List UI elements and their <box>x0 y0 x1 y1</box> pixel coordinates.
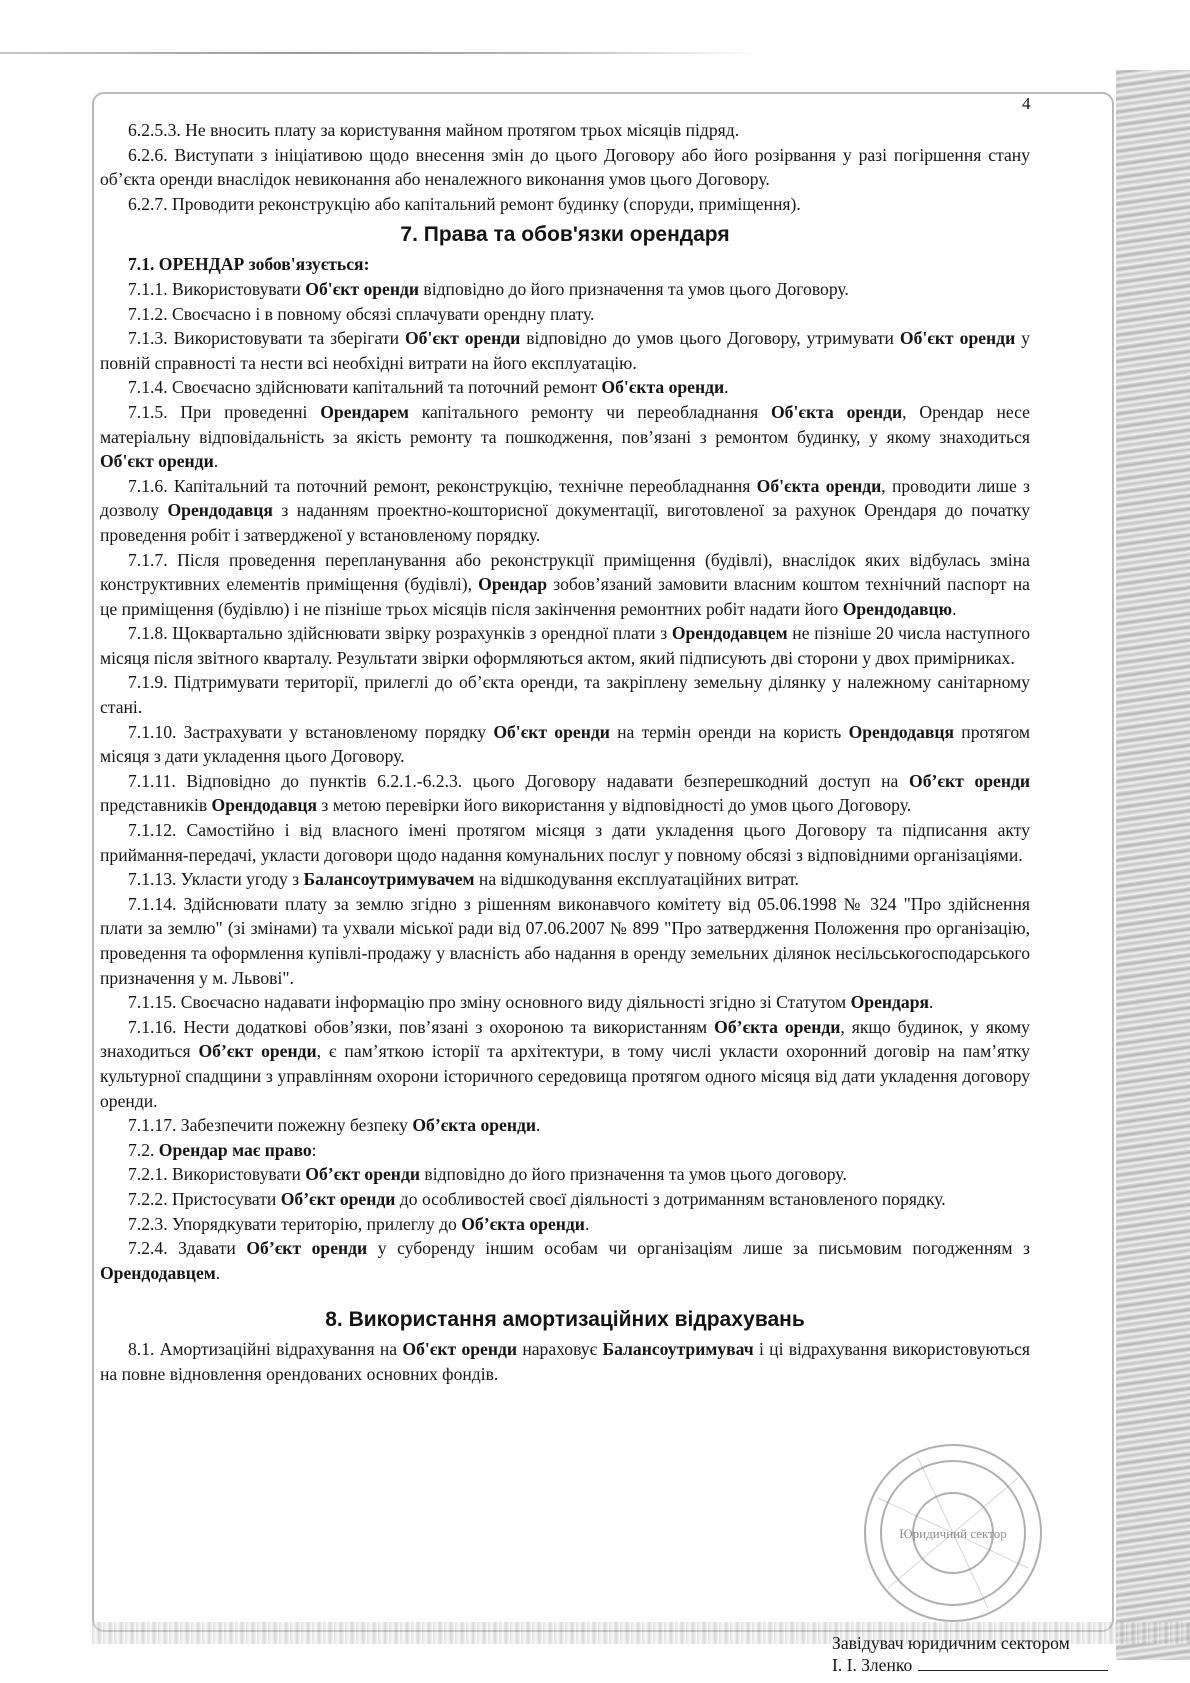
paragraph <box>100 769 1030 818</box>
bold-term: Об'єкта оренди <box>601 377 725 398</box>
paragraph <box>100 375 1030 400</box>
paragraph <box>100 867 1030 892</box>
paragraph <box>100 1236 1030 1285</box>
paragraph <box>100 621 1030 670</box>
text-run: . <box>929 992 934 1013</box>
text-run: у суборенду іншим особам чи організаціям лише за письмовим погодженням з <box>367 1238 1031 1259</box>
text-run: . <box>536 1115 541 1136</box>
bold-term: Балансоутримувачем <box>303 869 475 890</box>
text-run: 7.1.5. При проведенні <box>128 401 321 422</box>
page-number: 4 <box>1022 94 1031 113</box>
bold-term: Орендар має право <box>158 1139 312 1160</box>
text-run: 6.2.7. Проводити реконструкцію або капітальний ремонт будинку (споруди, приміщення). <box>128 193 801 214</box>
text-run: не пізніше 20 числа наступного місяця після звітного кварталу. Результати звірки оформляються актом, який підписують дві сторони у двох примірниках. <box>100 623 1031 668</box>
paragraph <box>100 548 1030 622</box>
text-run: 7.1.12. Самостійно і від власного імені протягом місяця з дати укладення цього Договору та підписання акту приймання-передачі, укласти договори щодо надання комунальних послуг у повному обсязі з відповідними організаціями. <box>100 820 1030 865</box>
paragraph <box>100 670 1030 719</box>
text-run: 7.1.10. Застрахувати у встановленому порядку <box>128 721 494 742</box>
text-run: 7.1.7. Після проведення перепланування або реконструкції приміщення (будівлі), внаслідок яких відбулась зміна конструктивних елементів приміщення (будівлі), <box>100 549 1030 595</box>
text-run: 7.1.17. Забезпечити пожежну безпеку <box>128 1115 413 1136</box>
bold-term: Об'єкта оренди <box>771 401 903 422</box>
paragraph <box>100 1138 1030 1163</box>
text-run: протягом місяця з дати укладення цього Договору. <box>100 721 1030 767</box>
text-run: капітального ремонту чи переобладнання <box>408 401 771 422</box>
text-run: . <box>213 451 219 472</box>
bold-term: Об'єкт оренди <box>493 721 610 742</box>
text-run: 7.1.16. Нести додаткові обов’язки, пов’язані з охороною та використанням <box>128 1016 715 1037</box>
bold-term: Орендодавцю <box>842 598 953 619</box>
paragraph <box>100 143 1030 192</box>
text-run: і ці відрахування використовуються на повне відновлення орендованих основних фондів. <box>100 1339 1031 1384</box>
bold-term: Об'єкт оренди <box>899 328 1016 349</box>
bold-term: Орендар <box>478 574 548 595</box>
bold-term: Орендарем <box>320 401 409 422</box>
paragraph <box>100 990 1030 1015</box>
paragraph <box>100 1212 1030 1237</box>
paragraph <box>100 400 1030 474</box>
bold-term: Орендодавця <box>848 721 955 742</box>
text-run: 7.2.2. Пристосувати <box>128 1188 281 1209</box>
paragraph <box>100 818 1030 867</box>
bold-term: Об’єкта оренди <box>412 1115 537 1136</box>
text-run: з наданням проектно-кошторисної документації, виготовленої за рахунок Орендаря до початку проведення робіт і затвердженої у встановленому порядку. <box>100 500 1030 545</box>
seal-text: Юридичний сектор <box>899 1526 1007 1541</box>
text-run: 7.1.6. Капітальний та поточний ремонт, реконструкцію, технічне переобладнання <box>128 475 757 496</box>
text-run: відповідно до його призначення та умов цього Договору. <box>419 278 849 299</box>
paragraph <box>100 1187 1030 1212</box>
text-run: 7.2.3. Упорядкувати територію, прилеглу до <box>128 1213 462 1234</box>
paragraph <box>100 474 1030 548</box>
signatory-name-line <box>832 1654 1108 1676</box>
text-run: , проводити лише з дозволу <box>100 475 1030 521</box>
text-run: представників <box>100 795 212 816</box>
paragraph <box>100 302 1030 327</box>
text-run: відповідно до його призначення та умов цього договору. <box>419 1164 847 1185</box>
paragraph <box>100 326 1030 375</box>
text-run: , Орендар несе матеріальну відповідальність за якість ремонту та пошкодження, пов’язані з ремонтом будинку, у якому знаходиться <box>100 401 1030 447</box>
bold-term: Об’єкт оренди <box>280 1188 396 1209</box>
text-run: 7.2.1. Використовувати <box>128 1164 306 1185</box>
text-run: на відшкодування експлуатаційних витрат. <box>474 869 799 890</box>
bold-term: Об'єкт оренди <box>100 451 214 472</box>
bold-term: Орендодавця <box>167 500 273 521</box>
text-run: у повній справності та нести всі необхідні витрати на його експлуатацію. <box>100 328 1030 373</box>
bold-term: Об’єкт оренди <box>909 770 1031 791</box>
paragraph <box>100 192 1030 217</box>
text-run: . <box>215 1262 221 1283</box>
text-run: . <box>724 377 729 398</box>
paragraph <box>100 720 1030 769</box>
text-run: 7.2. <box>128 1139 159 1160</box>
text-run: 7.1.9. Підтримувати території, прилеглі до об’єкта оренди, та закріплену земельну ділянку у належному санітарному стані. <box>100 672 1030 718</box>
text-run: з метою перевірки його використання у відповідності до умов цього Договору. <box>317 795 912 816</box>
text-run: 7.1.11. Відповідно до пунктів 6.2.1.-6.2.3. цього Договору надавати безперешкодний доступ на <box>128 770 910 791</box>
bold-term: Об’єкт оренди <box>305 1164 420 1185</box>
text-run: . <box>952 598 957 619</box>
bold-term: Об’єкта оренди <box>714 1016 841 1037</box>
section-heading: 7. Права та обов'язки орендаря <box>400 223 730 247</box>
bold-term: Об'єкта оренди <box>756 475 882 496</box>
bold-term: Об’єкт оренди <box>198 1041 317 1062</box>
document-body <box>100 118 1030 1387</box>
text-run: 8.1. Амортизаційні відрахування на <box>128 1339 403 1360</box>
signature-block <box>832 1632 1108 1676</box>
bold-term: 7.1. ОРЕНДАР зобов'язується: <box>128 254 370 275</box>
paragraph <box>100 1337 1030 1386</box>
bold-term: Орендодавцем <box>671 623 788 644</box>
signatory-name: І. І. Зленко <box>832 1655 913 1675</box>
text-run: нараховує <box>517 1339 603 1360</box>
text-run: 7.1.14. Здійснювати плату за землю згідно з рішенням виконавчого комітету від 05.06.1998 № 324 "Про здійснення плати за землю" (зі змінами) та ухвали міської ради від 07.06.2007 № 899 "Про затвердження Положення про організацію, проведення та оформлення купівлі-продажу у власність або надання в оренду земельних ділянок несільськогосподарського призначення у м. Львові". <box>100 893 1030 988</box>
text-run: до особливостей своєї діяльності з дотриманням встановленого порядку. <box>395 1188 946 1209</box>
text-run: 7.1.2. Своєчасно і в повному обсязі сплачувати орендну плату. <box>128 303 595 324</box>
scan-artifact-right-edge <box>1116 70 1190 1660</box>
text-run: 7.2.4. Здавати <box>128 1238 247 1259</box>
text-run: зобов’язаний замовити власним коштом технічний паспорт на це приміщення (будівлю) і не пізніше трьох місяців після закінчення ремонтних робіт надати його <box>100 574 1030 619</box>
bold-term: Об'єкт оренди <box>402 1339 518 1360</box>
paragraph <box>100 277 1030 302</box>
text-run: 7.1.8. Щоквартально здійснювати звірку розрахунків з орендної плати з <box>128 623 672 644</box>
text-run: 7.1.4. Своєчасно здійснювати капітальний та поточний ремонт <box>128 377 602 398</box>
bold-term: Об’єкт оренди <box>246 1238 368 1259</box>
text-run: 7.1.1. Використовувати <box>128 278 306 299</box>
section-heading: 8. Використання амортизаційних відрахувань <box>325 1308 805 1332</box>
text-run: 6.2.5.3. Не вносить плату за користування майном протягом трьох місяців підряд. <box>128 120 740 140</box>
text-run: : <box>311 1139 317 1160</box>
text-run: відповідно до умов цього Договору, утримувати <box>520 328 900 349</box>
text-run: . <box>584 1213 590 1234</box>
bold-term: Об'єкт оренди <box>305 278 420 299</box>
paragraph <box>100 252 1030 277</box>
paragraph <box>100 118 1030 143</box>
bold-term: Балансоутримувач <box>602 1339 754 1360</box>
text-run: , якщо будинок, у якому знаходиться <box>100 1016 1030 1062</box>
paragraph <box>100 1113 1030 1138</box>
bold-term: Об’єкта оренди <box>461 1213 585 1234</box>
bold-term: Орендаря <box>850 992 930 1013</box>
text-run: 6.2.6. Виступати з ініціативою щодо внесення змін до цього Договору або його розірвання у разі погіршення стану об’єкта оренди внаслідок невиконання або неналежного виконання умов цього Договору. <box>100 144 1030 190</box>
paragraph <box>100 892 1030 990</box>
text-run: 7.1.3. Використовувати та зберігати <box>128 328 405 349</box>
bold-term: Орендодавця <box>211 795 318 816</box>
bold-term: Орендодавцем <box>100 1262 216 1283</box>
scan-artifact-top-line <box>0 52 760 54</box>
signature-line <box>918 1670 1108 1671</box>
paragraph <box>100 1015 1030 1113</box>
bold-term: Об'єкт оренди <box>404 328 521 349</box>
text-run: на термін оренди на користь <box>609 721 849 742</box>
text-run: , є пам’яткою історії та архітектури, в тому числі укласти охоронний договір на пам’ятку культурної спадщини з управлінням охорони історичного середовища протягом одного місяця від дати укладення договору оренди. <box>100 1041 1030 1111</box>
signatory-title: Завідувач юридичним сектором <box>832 1633 1070 1653</box>
text-run: 7.1.15. Своєчасно надавати інформацію про зміну основного виду діяльності згідно зі Статутом <box>128 992 851 1013</box>
text-run: 7.1.13. Укласти угоду з <box>128 869 304 890</box>
paragraph <box>100 1162 1030 1187</box>
